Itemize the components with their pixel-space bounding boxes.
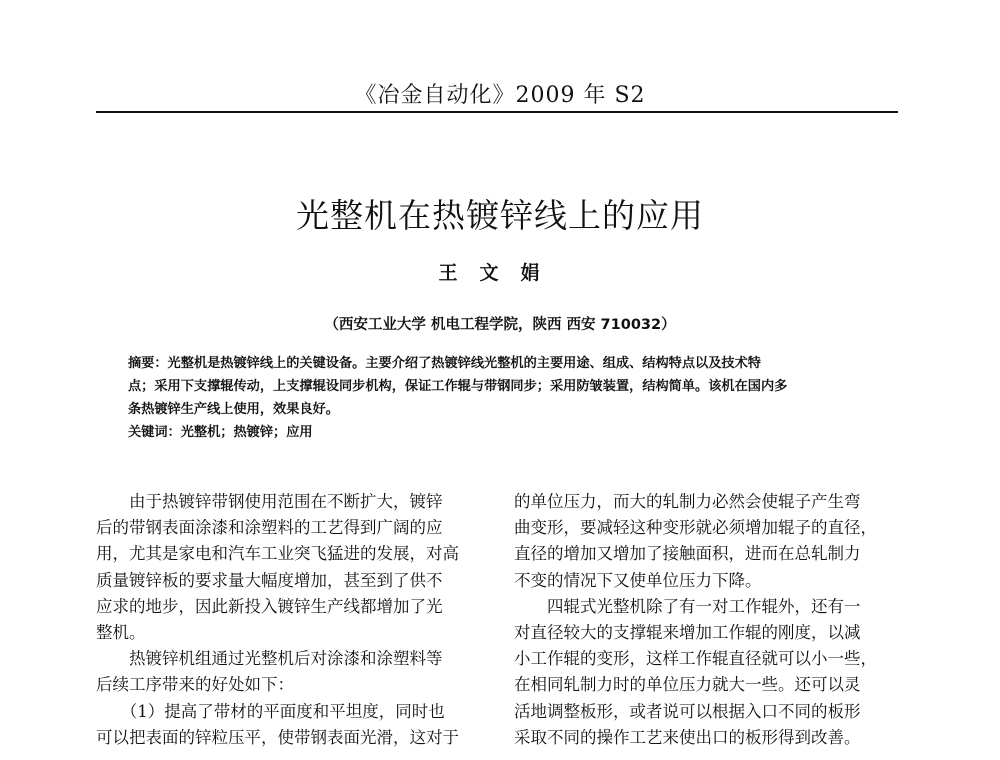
body-line: 后续工序带来的好处如下： [96,675,294,695]
journal-header: 《冶金自动化》2009 年 S2 [354,83,646,108]
body-left-column [96,489,488,751]
abstract-line: 条热镀锌生产线上使用，效果良好。 [128,402,339,417]
body-line: 四辊式光整机除了有一对工作辊外，还有一 [514,596,861,616]
body-line: 在相同轧制力时的单位压力就大一些。还可以灵 [514,675,861,695]
body-line: 活地调整板形，或者说可以根据入口不同的板形 [514,701,861,721]
article-title: 光整机在热镀锌线上的应用 [296,196,704,235]
body-line: 直径的增加又增加了接触面积，进而在总轧制力 [514,544,861,564]
body-line: 应求的地步，因此新投入镀锌生产线都增加了光 [96,596,443,616]
author-name: 王文娟 [438,262,562,284]
abstract-line: 摘要：光整机是热镀锌线上的关键设备。主要介绍了热镀锌线光整机的主要用途、组成、结构特点以及技术特 [128,356,761,371]
body-line: 热镀锌机组通过光整机后对涂漆和涂塑料等 [96,649,443,669]
keywords-line: 关键词：光整机；热镀锌；应用 [128,425,313,440]
body-line: 可以把表面的锌粒压平，使带钢表面光滑，这对于 [96,727,459,747]
body-line: 由于热镀锌带钢使用范围在不断扩大，镀锌 [96,492,443,511]
abstract-block [128,352,876,444]
abstract-line: 点；采用下支撑辊传动，上支撑辊设同步机构，保证工作辊与带钢同步；采用防皱装置，结构简单。该机在国内多 [128,379,788,394]
body-line: 质量镀锌板的要求量大幅度增加，甚至到了供不 [96,570,443,590]
body-line: 对直径较大的支撑辊来增加工作辊的刚度，以减 [514,622,861,642]
body-line: 采取不同的操作工艺来使出口的板形得到改善。 [514,727,861,747]
body-line: 用，尤其是家电和汽车工业突飞猛进的发展，对高 [96,544,459,564]
body-line: 的单位压力，而大的轧制力必然会使辊子产生弯 [514,492,861,511]
body-line: 曲变形，要减轻这种变形就必须增加辊子的直径， [514,518,877,538]
body-line: 小工作辊的变形，这样工作辊直径就可以小一些， [514,649,877,669]
body-line: （1）提高了带材的平面度和平坦度，同时也 [96,701,445,721]
body-line: 整机。 [96,622,146,642]
header-rule [96,111,898,113]
body-line: 后的带钢表面涂漆和涂塑料的工艺得到广阔的应 [96,518,443,538]
body-line: 不变的情况下又使单位压力下降。 [514,570,762,590]
body-right-column [514,489,906,751]
author-affiliation: （西安工业大学 机电工程学院，陕西 西安 710032） [324,317,676,333]
